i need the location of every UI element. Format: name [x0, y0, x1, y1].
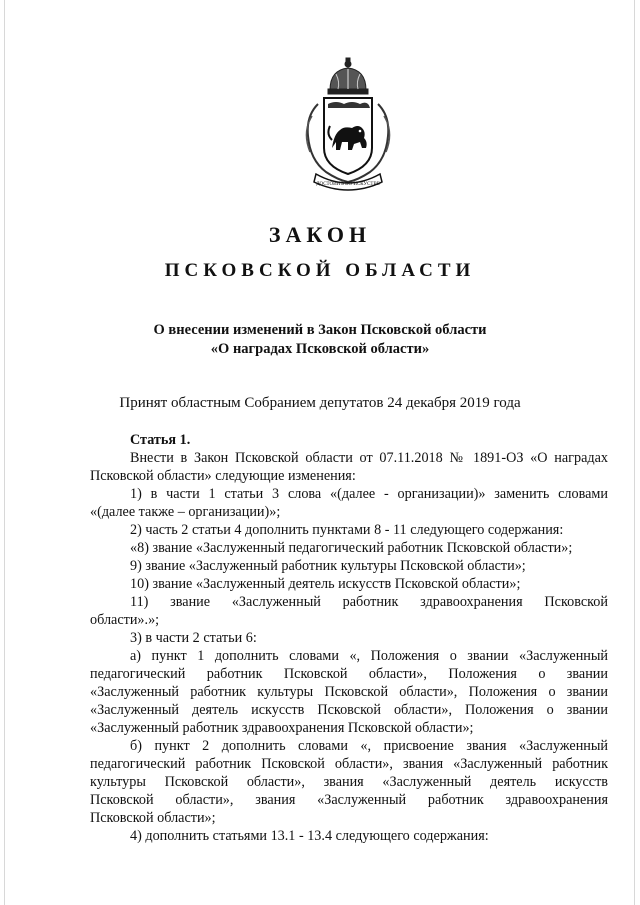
body-line: 3) в части 2 статьи 6: — [130, 630, 257, 646]
document-title: ЗАКОН — [268, 222, 372, 247]
body-line: а) пункт 1 дополнить словами «, Положения о звании «Заслуженный — [130, 648, 608, 664]
body-line: Псковской области», звания «Заслуженный работник здравоохранения — [90, 792, 608, 808]
body-line: «Заслуженный работник культуры Псковской области», Положения о звании — [90, 684, 608, 700]
page-edge-left — [4, 0, 5, 905]
body-line: 11) звание «Заслуженный работник здравоохранения Псковской — [130, 594, 608, 610]
body-line: 2) часть 2 статьи 4 дополнить пунктами 8 - 11 следующего содержания: — [130, 522, 564, 538]
body-line: культуры Псковской области», звания «Заслуженный деятель искусств — [90, 774, 608, 790]
body-line: 4) дополнить статьями 13.1 - 13.4 следующего содержания: — [130, 828, 489, 844]
page-edge-right — [634, 0, 635, 905]
body-line: педагогический работник Псковской области», звания «Заслуженный работник — [90, 756, 608, 772]
document-subtitle-line1: О внесении изменений в Закон Псковской области — [153, 322, 487, 338]
body-line: 9) звание «Заслуженный работник культуры Псковской области»; — [130, 558, 526, 574]
document-subtitle-line2: «О наградах Псковской области» — [210, 341, 430, 357]
coat-of-arms-emblem — [296, 56, 400, 196]
body-line: «Заслуженный деятель искусств Псковской области», Положения о звании — [90, 702, 608, 718]
body-line: «(далее также – организации)»; — [90, 504, 281, 520]
body-line: 10) звание «Заслуженный деятель искусств Псковской области»; — [130, 576, 521, 592]
document-region: ПСКОВСКОЙ ОБЛАСТИ — [164, 260, 476, 281]
emblem-motto: ДОСТОИНЪ ВО ИСКУСТВЕ — [316, 182, 380, 187]
body-line: области».»; — [90, 612, 160, 628]
article-heading: Статья 1. — [130, 432, 191, 448]
body-line: «Заслуженный работник здравоохранения Псковской области»; — [90, 720, 474, 736]
body-line: б) пункт 2 дополнить словами «, присвоение звания «Заслуженный — [130, 738, 608, 754]
adoption-date: Принят областным Собранием депутатов 24 декабря 2019 года — [119, 395, 521, 411]
body-line: Псковской области»; — [90, 810, 216, 826]
body-line: Псковской области» следующие изменения: — [90, 468, 356, 484]
body-line: Внести в Закон Псковской области от 07.11.2018 № 1891-ОЗ «О наградах — [130, 450, 608, 466]
body-line: «8) звание «Заслуженный педагогический работник Псковской области»; — [130, 540, 573, 556]
body-line: 1) в части 1 статьи 3 слова «(далее - организации)» заменить словами — [130, 486, 608, 502]
body-line: педагогический работник Псковской области», Положения о звании — [90, 666, 608, 682]
